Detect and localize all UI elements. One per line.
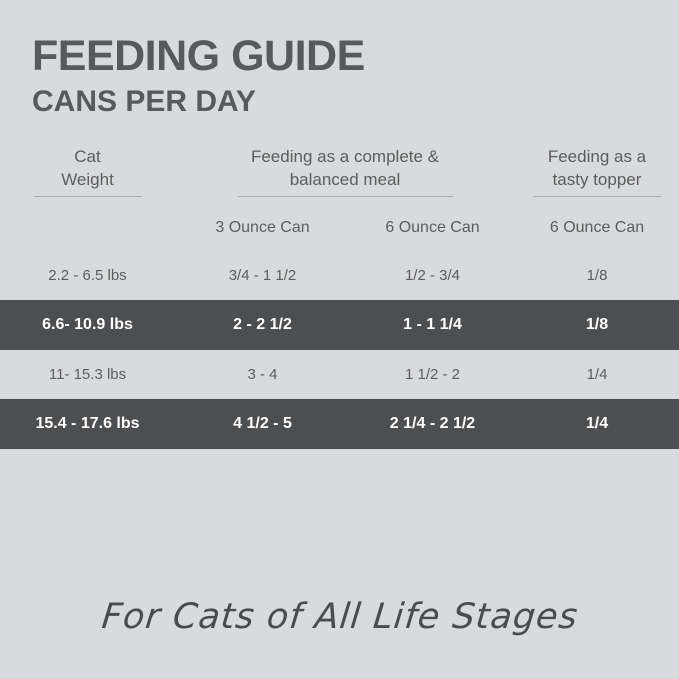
subheader-blank [0, 213, 175, 251]
cell-weight: 6.6- 10.9 lbs [42, 316, 133, 334]
table-subheader-row [0, 205, 679, 251]
subheader-topper-6oz: 6 Ounce Can [549, 219, 645, 237]
page-title: FEEDING GUIDE [32, 32, 365, 80]
cell-meal-6oz: 1 - 1 1/4 [403, 316, 462, 334]
cell-meal-6oz: 1 1/2 - 2 [404, 366, 461, 384]
header-underline [238, 196, 453, 197]
cell-meal-6oz: 1/2 - 3/4 [404, 267, 461, 285]
header-underline [34, 196, 142, 197]
group-header-tasty-topper-line2: tasty topper [552, 170, 642, 190]
cell-topper-6oz: 1/4 [586, 366, 608, 384]
cell-weight: 2.2 - 6.5 lbs [48, 267, 127, 285]
cell-meal-3oz: 2 - 2 1/2 [233, 316, 292, 334]
group-header-balanced-meal-line1: Feeding as a complete & [250, 147, 440, 167]
cell-topper-6oz: 1/8 [585, 316, 609, 334]
table-row [0, 350, 679, 399]
subheader-meal-6oz: 6 Ounce Can [385, 219, 480, 237]
group-header-cat-weight [0, 142, 175, 205]
footer [0, 597, 679, 637]
page-subtitle: CANS PER DAY [32, 85, 256, 119]
table-row [0, 251, 679, 300]
group-header-tasty-topper [515, 142, 679, 205]
table-row [0, 399, 679, 449]
cell-meal-6oz: 2 1/4 - 2 1/2 [389, 415, 476, 433]
table-row [0, 300, 679, 350]
group-header-balanced-meal-line2: balanced meal [289, 170, 401, 190]
cell-topper-6oz: 1/8 [586, 267, 608, 285]
group-header-tasty-topper-line1: Feeding as a [547, 147, 647, 167]
group-header-cat-weight-line2: Weight [61, 170, 114, 190]
cell-meal-3oz: 3 - 4 [247, 366, 278, 384]
subheader-meal-3oz: 3 Ounce Can [215, 219, 310, 237]
cell-topper-6oz: 1/4 [585, 415, 609, 433]
feeding-table [0, 136, 679, 449]
cell-meal-3oz: 3/4 - 1 1/2 [228, 267, 297, 285]
footer-tagline: For Cats of All Life Stages [99, 597, 580, 637]
group-header-cat-weight-line1: Cat [74, 147, 101, 167]
table-group-header-row [0, 136, 679, 205]
cell-weight: 15.4 - 17.6 lbs [35, 415, 140, 433]
cell-weight: 11- 15.3 lbs [48, 366, 127, 384]
group-header-balanced-meal [175, 142, 515, 205]
header-underline [533, 196, 661, 197]
cell-meal-3oz: 4 1/2 - 5 [233, 415, 292, 433]
title-block [0, 0, 679, 118]
